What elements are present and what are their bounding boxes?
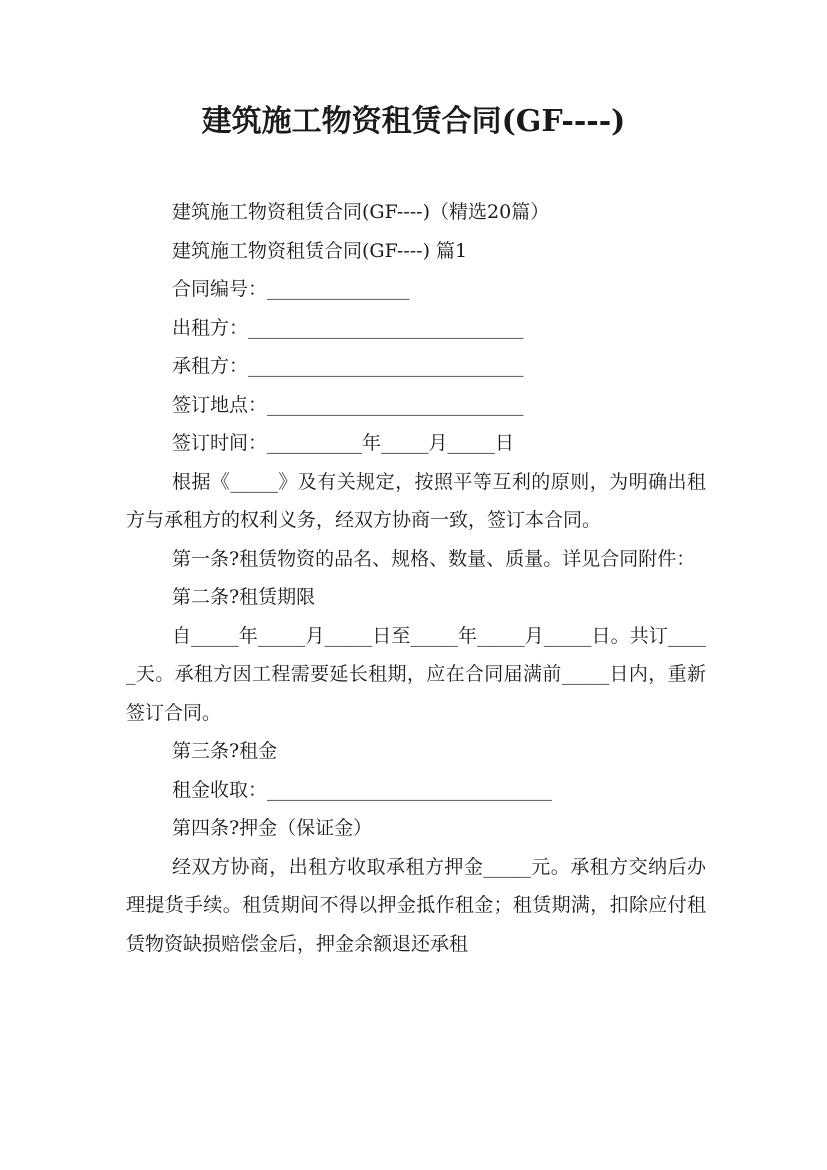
lessee-field: 承租方：_____________________________: [172, 355, 524, 377]
section-heading: 建筑施工物资租赁合同(GF----) 篇1: [172, 239, 468, 262]
article-1-paragraph: 第一条?租赁物资的品名、规格、数量、质量。详见合同附件：: [172, 547, 696, 570]
subtitle-line: 建筑施工物资租赁合同(GF----)（精选20篇）: [172, 201, 550, 223]
lease-term-paragraph: 自_____年_____月_____日至_____年_____月_____日。共订_____天。承租方因工程需要延长租期，应在合同届满前_____日内，重新签订合同。: [126, 624, 706, 724]
rent-collection-field: 租金收取：______________________________: [172, 778, 553, 801]
document-body: [126, 193, 706, 963]
article-2-heading: 第二条?租赁期限: [172, 586, 316, 608]
deposit-paragraph: 经双方协商，出租方收取承租方押金_____元。承租方交纳后办理提货手续。租赁期间不得以押金抵作租金；租赁期满，扣除应付租赁物资缺损赔偿金后，押金余额退还承租: [126, 855, 706, 955]
article-4-heading: 第四条?押金（保证金）: [172, 817, 373, 839]
lessor-field: 出租方：_____________________________: [172, 316, 524, 339]
basis-paragraph: 根据《_____》及有关规定，按照平等互利的原则，为明确出租方与承租方的权利义务，经双方协商一致，签订本合同。: [126, 470, 706, 531]
article-3-heading: 第三条?租金: [172, 740, 278, 762]
contract-number-field: 合同编号：_______________: [172, 278, 410, 300]
signing-place-field: 签订地点：___________________________: [172, 393, 524, 416]
document-title: 建筑施工物资租赁合同(GF----): [201, 104, 626, 139]
signing-date-field: 签订时间：__________年_____月_____日: [172, 432, 515, 454]
